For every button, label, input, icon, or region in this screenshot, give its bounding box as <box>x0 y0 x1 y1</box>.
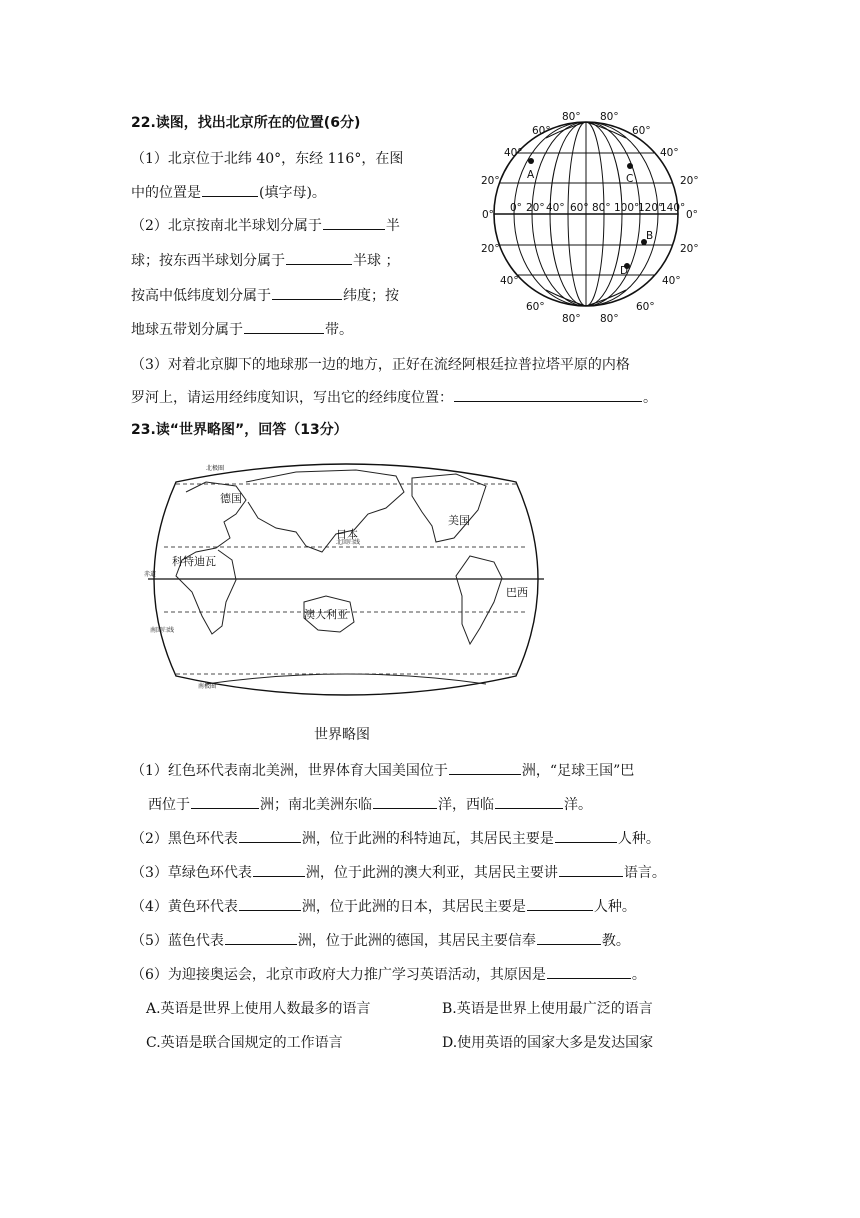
label-japan: 日本 <box>336 528 358 541</box>
q23-s4-text: （4）黄色环代表 <box>131 899 238 915</box>
label-arctic-circle: 北极圈 <box>206 465 225 472</box>
q22-title: 22.读图，找出北京所在的位置(6分) <box>131 115 361 131</box>
q23-s5-mid: 洲，位于此洲的德国，其居民主要信奉 <box>297 933 536 949</box>
q22-p2a-text: （2）北京按南北半球划分属于 <box>131 218 322 234</box>
option-a[interactable]: A.英语是世界上使用人数最多的语言 <box>146 1001 371 1017</box>
q23-s1b-mid1: 洲；南北美洲东临 <box>260 797 372 813</box>
q22-p2a-tail: 半 <box>385 218 400 234</box>
q22-p1a: （1）北京位于北纬 40°，东经 116°，在图 <box>131 151 404 167</box>
globe-top-label: 60° <box>632 125 651 137</box>
globe-right-label: 20° <box>680 175 699 187</box>
equator-label: 20° <box>526 202 545 214</box>
label-kuwait: 科特迪瓦 <box>172 555 216 568</box>
answer-blank[interactable] <box>272 285 342 300</box>
answer-blank[interactable] <box>555 828 617 843</box>
globe-right-label: 40° <box>660 147 679 159</box>
equator-label: 120° <box>638 202 664 214</box>
equator-label: 140° <box>660 202 686 214</box>
q22-p1b <box>131 182 326 202</box>
map-caption: 世界略图 <box>314 727 370 743</box>
q23-s4 <box>131 896 636 916</box>
answer-blank[interactable] <box>225 930 297 945</box>
point-a-dot <box>528 158 534 164</box>
equator-label: 60° <box>570 202 589 214</box>
globe-top-label: 80° <box>600 111 619 123</box>
equator-label: 80° <box>592 202 611 214</box>
q23-s6 <box>131 964 646 984</box>
point-b-label: B <box>646 230 654 242</box>
globe-top-label: 60° <box>532 125 551 137</box>
q22-p2b-text: 球；按东西半球划分属于 <box>131 253 285 269</box>
globe-bottom-label: 60° <box>636 301 655 313</box>
option-b[interactable]: B.英语是世界上使用最广泛的语言 <box>442 1001 653 1017</box>
q22-p2d-text: 地球五带划分属于 <box>131 322 243 338</box>
q23-s1b <box>148 794 592 814</box>
option-c[interactable]: C.英语是联合国规定的工作语言 <box>146 1035 343 1051</box>
q23-s3-mid: 洲，位于此洲的澳大利亚，其居民主要讲 <box>305 865 558 881</box>
q23-title: 23.读“世界略图”，回答（13分） <box>131 422 348 438</box>
answer-blank[interactable] <box>323 215 385 230</box>
q22-p2d <box>131 319 353 339</box>
q23-s6-text: （6）为迎接奥运会，北京市政府大力推广学习英语活动，其原因是 <box>131 967 546 983</box>
q23-s5-text: （5）蓝色代表 <box>131 933 224 949</box>
answer-blank[interactable] <box>244 319 324 334</box>
world-map <box>136 452 556 708</box>
answer-blank[interactable] <box>373 794 437 809</box>
answer-blank[interactable] <box>202 182 258 197</box>
q22-p2c-tail: 纬度；按 <box>343 288 399 304</box>
equator-label: 100° <box>614 202 640 214</box>
q23-s4-tail: 人种。 <box>593 899 636 915</box>
globe-right-label: 20° <box>680 243 699 255</box>
q23-s3-tail: 语言。 <box>623 865 666 881</box>
q22-p1b-text: 中的位置是 <box>131 185 201 201</box>
label-antarctic-circle: 南极圈 <box>198 683 217 690</box>
q22-p2a <box>131 215 400 235</box>
point-c-label: C <box>626 173 634 185</box>
q23-s1b-tail: 洋。 <box>564 797 592 813</box>
globe-left-label: 20° <box>481 175 500 187</box>
q22-p3a: （3）对着北京脚下的地球那一边的地方，正好在流经阿根廷拉普拉塔平原的内格 <box>131 357 630 373</box>
answer-blank[interactable] <box>449 760 521 775</box>
globe-bottom-label: 80° <box>562 313 581 325</box>
equator-label: 40° <box>546 202 565 214</box>
globe-top-label: 80° <box>562 111 581 123</box>
q23-s1b-text: 西位于 <box>148 797 190 813</box>
globe-left-label: 40° <box>500 275 519 287</box>
equator-label: 0° <box>510 202 522 214</box>
globe-bottom-label: 80° <box>600 313 619 325</box>
q22-p3b <box>131 387 657 407</box>
q23-s2-mid: 洲，位于此洲的科特迪瓦，其居民主要是 <box>301 831 554 847</box>
q23-s6-tail: 。 <box>631 967 646 983</box>
q23-s1a <box>131 760 634 780</box>
q22-p3b-text: 罗河上，请运用经纬度知识，写出它的经纬度位置： <box>131 390 453 406</box>
q22-p2c <box>131 285 399 305</box>
q23-s3-text: （3）草绿色环代表 <box>131 865 252 881</box>
answer-blank[interactable] <box>454 387 642 402</box>
q23-s2-tail: 人种。 <box>617 831 660 847</box>
q22-p2c-text: 按高中低纬度划分属于 <box>131 288 271 304</box>
q22-p2d-tail: 带。 <box>325 322 353 338</box>
option-d[interactable]: D.使用英语的国家大多是发达国家 <box>442 1035 654 1051</box>
globe-diagram <box>476 108 716 328</box>
q22-p1b-tail: (填字母)。 <box>259 185 326 201</box>
q23-s1a-text: （1）红色环代表南北美洲，世界体育大国美国位于 <box>131 763 448 779</box>
globe-bottom-label: 60° <box>526 301 545 313</box>
answer-blank[interactable] <box>559 862 623 877</box>
answer-blank[interactable] <box>547 964 631 979</box>
globe-left-label: 0° <box>482 209 494 221</box>
q23-s1a-tail: 洲，“足球王国”巴 <box>521 763 635 779</box>
label-equator: 赤道 <box>144 571 157 578</box>
q23-s3 <box>131 862 666 882</box>
label-tropic-capricorn: 南回归线 <box>150 627 175 634</box>
label-australia: 澳大利亚 <box>304 608 348 621</box>
q23-s1b-mid2: 洋，西临 <box>438 797 494 813</box>
label-tropic-cancer: 北回归线 <box>336 539 361 546</box>
q23-s5-tail: 教。 <box>601 933 630 949</box>
globe-left-label: 40° <box>504 147 523 159</box>
globe-right-label: 40° <box>662 275 681 287</box>
point-c-dot <box>627 163 633 169</box>
answer-blank[interactable] <box>495 794 563 809</box>
answer-blank[interactable] <box>527 896 593 911</box>
answer-blank[interactable] <box>239 828 301 843</box>
point-a-label: A <box>527 169 535 181</box>
answer-blank[interactable] <box>191 794 259 809</box>
answer-blank[interactable] <box>253 862 305 877</box>
q23-s5 <box>131 930 630 950</box>
globe-right-label: 0° <box>686 209 698 221</box>
label-usa: 美国 <box>448 514 470 527</box>
point-d-label: D <box>620 265 629 277</box>
q22-p3b-tail: 。 <box>643 390 657 406</box>
answer-blank[interactable] <box>537 930 601 945</box>
label-brazil: 巴西 <box>506 586 528 599</box>
q23-s2-text: （2）黑色环代表 <box>131 831 238 847</box>
label-germany: 德国 <box>220 492 242 505</box>
answer-blank[interactable] <box>286 250 352 265</box>
q22-p2b-tail: 半球 ； <box>353 253 400 269</box>
q22-p2b <box>131 250 399 270</box>
q23-s2 <box>131 828 660 848</box>
globe-left-label: 20° <box>481 243 500 255</box>
q23-s4-mid: 洲，位于此洲的日本，其居民主要是 <box>301 899 526 915</box>
answer-blank[interactable] <box>239 896 301 911</box>
